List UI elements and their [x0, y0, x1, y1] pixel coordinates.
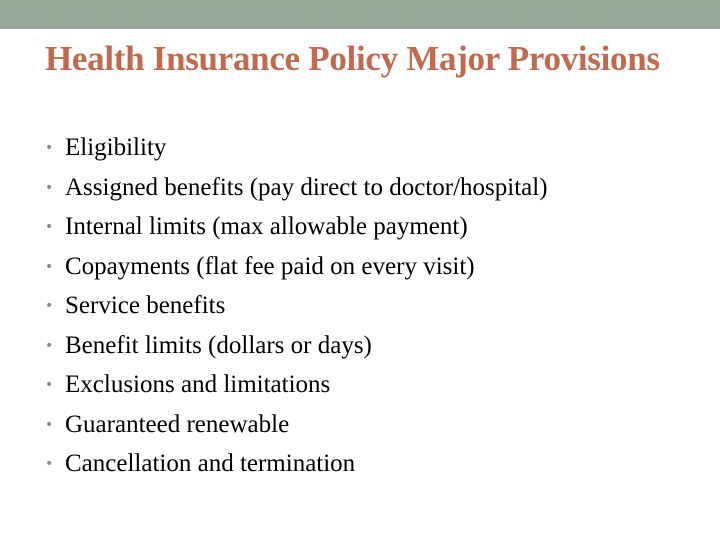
bullet-icon: •: [45, 416, 54, 433]
list-item: [45, 326, 548, 366]
slide-title: Health Insurance Policy Major Provisions: [45, 39, 660, 78]
top-accent-bar: [0, 0, 720, 29]
bullet-icon: •: [45, 298, 54, 314]
bullet-text: Guaranteed renewable: [65, 410, 290, 438]
bullet-icon: •: [45, 179, 54, 196]
bullet-icon: •: [45, 456, 54, 472]
list-item: [45, 168, 548, 208]
bullet-icon: •: [45, 377, 54, 393]
list-item: [45, 128, 548, 168]
bullet-text: Eligibility: [65, 134, 167, 161]
list-item: [45, 365, 548, 405]
list-item: [45, 405, 548, 445]
bullet-icon: •: [45, 258, 54, 275]
list-item: [45, 207, 548, 247]
bullet-icon: •: [45, 219, 54, 235]
bullet-text: Service benefits: [65, 292, 226, 319]
bullet-icon: •: [45, 337, 54, 354]
bullet-text: Internal limits (max allowable payment): [65, 213, 468, 240]
list-item: [45, 444, 548, 484]
bullet-list: [45, 128, 548, 484]
bullet-text: Assigned benefits (pay direct to doctor/hospital): [65, 173, 548, 201]
bullet-text: Copayments (flat fee paid on every visit): [65, 252, 475, 280]
list-item: [45, 247, 548, 287]
bullet-text: Exclusions and limitations: [65, 371, 331, 398]
bullet-icon: •: [45, 140, 54, 156]
list-item: [45, 286, 548, 326]
bullet-text: Benefit limits (dollars or days): [65, 331, 372, 359]
bullet-text: Cancellation and termination: [65, 450, 356, 477]
